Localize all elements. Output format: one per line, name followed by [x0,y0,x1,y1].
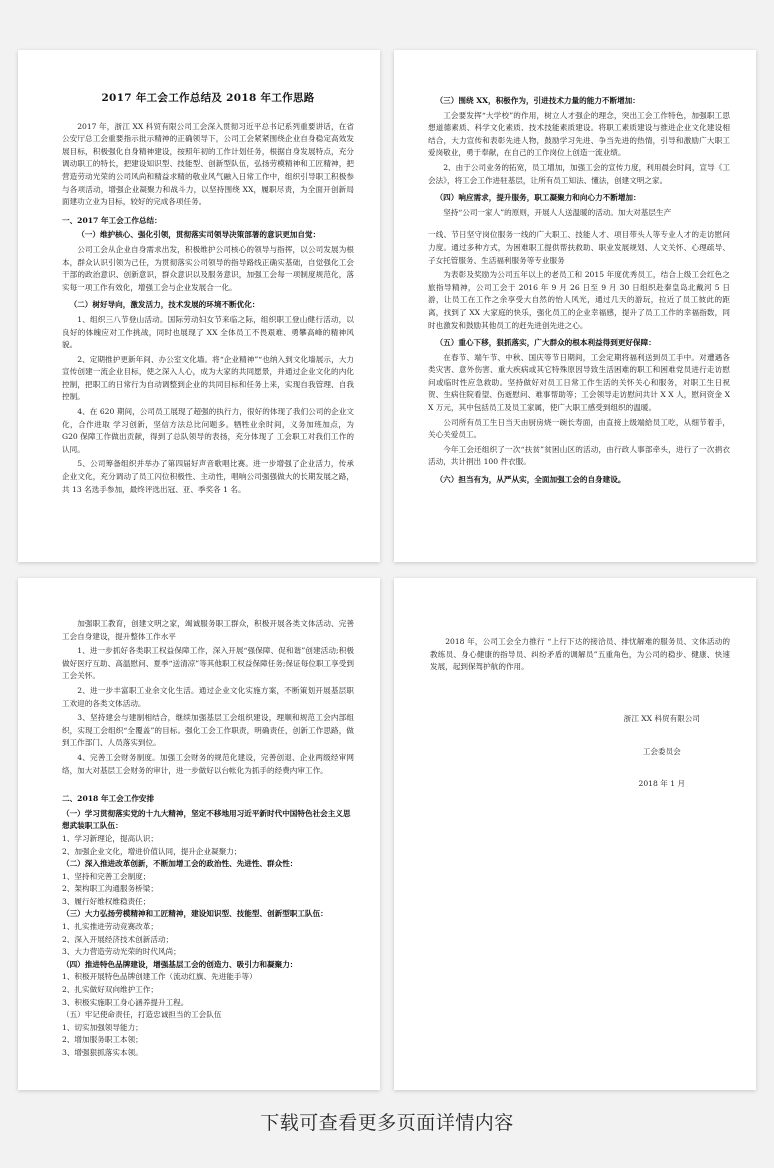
plan-list-item: 1、坚持和完善工会制度； [62,871,151,881]
paragraph: 在春节、端午节、中秋、国庆等节日期间，工会定期将福利送到员工手中。对遭遇各类灾害、意外伤害、重大疾病或其它特殊原因导致生活困难的职工和困难党员进行走访慰问或临时性应急救助。坚持做好对员工日常工作生活的关怀关心和服务，对职工生日祝贺、生病住院看望、伤逝慰问、难事帮助等；工会领导走访慰问共计 X X 人，慰问资金 X X 万元，其中包括员工及员工家属，使广大职工感受到组织的温暖。 [428,352,730,413]
plan-list-item: 1、积极开展特色品牌创建工作（流动红旗、先进能手等） [62,972,257,982]
paragraph: 一线、节日坚守岗位服务一线的广大职工、技能人才、项目带头人等专业人才的走访慰问力度。通过多种方式，为困难职工提供帮扶救助、职业发展规划、人文关怀、心理疏导、子女托管服务、生活福利服务等专业服务 [428,230,730,265]
paragraph: 2、进一步丰富职工业余文化生活。通过企业文化实施方案，不断策划开展基层职工欢迎的各类文体活动。 [62,685,354,708]
paragraph: 工会要发挥“大学校”的作用，树立人才强企的理念，突出工会工作特色，加强职工思想道德素质、科学文化素质、技术技能素质建设。将职工素质建设与推进企业文化建设相结合，大力宣传和表彰先进人物，鼓励学习先进、争当先进的热情，引导和激励广大职工爱岗敬业，勇于奉献，在自己的工作岗位上创造一流业绩。 [428,110,730,158]
paragraph: 公司所有员工生日当天由厨房烧一碗长寿面，由直接上级端給员工吃，从细节着手，关心关爱员工。 [428,417,730,440]
section-heading: 一、2017 年工会工作总结： [62,215,162,225]
plan-list-item: 2、加强企业文化，增进价值认同，提升企业凝聚力； [62,846,242,856]
subsection-heading: （四）响应需求，提升服务，职工凝聚力和向心力不断增加： [435,193,641,203]
plan-list-item: 1、切实加强领导能力； [62,1022,143,1032]
paragraph: 5、公司筹备组织并举办了第四届好声音歌唱比赛。进一步增强了企业活力，传承企业文化，充分调动了员工闪位积极性、主动性，唱响公司强强做大的长期发展之路，共 13 名选手参加，最终评选出冠、亚、季奖各 1 名。 [62,459,354,494]
plan-list-item: 2、增加服务职工本领； [62,1035,143,1045]
plan-list-item: （五）牢记使命责任，打造忠诚担当的工会队伍 [62,1010,222,1020]
paragraph: 为表彰及奖励为公司五年以上的老员工和 2015 年度优秀员工，结合上级工会红色之旅指导精神，公司工会于 2016 年 9 月 26 日至 9 月 30 日组织赴秦皇岛北戴河 5 日游，让员工在工作之余享受大自然的怡人风光，通过几天的游玩，拉近了员工彼此的距离，找到了 XX 大家庭的快乐，强化员工的企业幸福感，提升了员工工作的幸福指数，同时也激发和鼓励其他员工的赶先进创先进之心。 [428,270,730,330]
signature-block [624,713,700,811]
paragraph: 1、组织三八节登山活动。国际劳动妇女节来临之际，组织职工登山健行活动，以良好的体魄应对工作挑战，同时也展现了 XX 全体员工不畏艰难、勇攀高峰的精神风貌。 [62,314,354,350]
plan-list-item: 3、履行好维权维稳责任； [62,896,151,906]
plan-list-item: 2、架构职工沟通服务桥梁； [62,884,158,894]
document-page-1 [18,50,380,562]
signature-company: 浙江 XX 科贸有限公司 [623,714,700,723]
plan-list-item: 3、大力营造劳动光荣的时代风尚； [62,947,181,957]
paragraph: 加强职工教育，创建文明之家，竭诚服务职工群众，积极开展各类文体活动、完善工会自身建设，提升整体工作水平 [62,619,354,641]
paragraph: 4、在 620 期间，公司员工展现了超强的执行力，很好的体现了我们公司的企业文化，合作进取 学习创新，坚信方法总比问题多。牺牲业余时间，义务加班加点，为 G20 保障工作做出贡献，得到了总队领导的表扬，充分体现了 工会职工对我们工作的认同。 [62,407,354,454]
document-page-4 [394,578,756,1090]
intro-paragraph: 2017 年，浙江 XX 科贸有限公司工会深入贯彻习近平总书记系列重要讲话，在省公安厅总工会重要指示批示精神的正确领导下，公司工会紧紧围绕企业自身稳定高效发展目标，积极强化自身精神建设，按照年初的工作计划任务，根据自身发展特点，充分调动职工的特长，把建设知识型、技能型、创新型队伍，弘扬劳模精神和工匠精神，把营造劳动光荣的公司风尚和精益求精的敬业风气融入日常工作中，组织引导职工积极参与各项活动，增强企业凝聚力和战斗力，以坚持围绕 XX，履职尽责，为全面开创新局面建功立业为目标，较好的完成各项任务。 [62,121,354,207]
closing-paragraph: 2018 年，公司工会全力推行 “上行下达的接洽员、排忧解难的服务员、文体活动的教练员、身心健康的指导员、纠纷矛盾的调解员”五重角色，为公司的稳步、健康、快速发展，起到保驾护航的作用。 [430,637,730,672]
plan-list-item: 1、扎实推进劳动竞赛改革； [62,922,158,932]
plan-list-item: 2、扎实做好双向维护工作； [62,985,158,995]
paragraph: 坚持“公司一家人”的原则，开展人人送温暖的活动。加大对基层生产 [443,207,672,217]
paragraph: 公司工会从企业自身需求出发，积极维护公司核心的领导与指挥，以公司发展为根本，群众认识引领为己任，为贯彻落实公司领导的指导路线正确实基础，自觉强化工会干部的政治意识、创新意识，群众意识以及服务意识，加强工会每一项制度规范化，落实每一项工作有效化，增强工会与企业发展合一化。 [62,244,354,292]
page-gap [428,221,730,229]
section-gap [62,779,354,787]
paragraph: 1、进一步抓好各类职工权益保障工作，深入开展“强保障、促和谐”创建活动;积极做好医疗互助、高温慰问、夏季“送清凉”等其他职工权益保障任务;保证每位职工享受到工会关怀。 [62,646,354,681]
plan-list-item: （三）大力弘扬劳模精神和工匠精神，建设知识型、技能型、创新型职工队伍： [62,909,328,919]
subsection-heading: （六）担当有为，从严从实，全面加强工会的自身建设。 [435,475,626,485]
subsection-heading: （五）重心下移，狠抓落实，广大群众的根本利益得到更好保障： [435,338,656,348]
download-caption: 下载可查看更多页面详情内容 [260,1112,514,1134]
plan-list-item: （一）学习贯彻落实党的十九大精神，坚定不移地用习近平新时代中国特色社会主义思想武装职工队伍： [62,808,351,831]
subsection-heading: （二）树好导向，激发活力，技术发展的环境不断优化： [69,300,260,310]
document-page-2 [394,50,756,562]
plan-list [62,808,354,1060]
signature-date: 2018 年 1 月 [638,779,686,789]
subsection-heading: （一）维护核心、强化引领，贯彻落实司领导决策部署的意识更加自觉： [77,230,321,240]
plan-list-item: （二）深入推进改革创新，不断加增工会的政治性、先进性、群众性： [62,859,298,869]
plan-list-item: 1、学习新理论，提高认识； [62,833,158,843]
section-heading: 二、2018 年工会工作安排 [62,794,155,804]
paragraph: 3、坚持建会与建制相结合，继续加强基层工会组织建设，理顺和规范工会内部组织，实现工会组织“全覆盖”的目标。强化工会工作职责，明确责任，创新工作思路，做到工作部门、人员落实到位。 [62,713,354,748]
plan-list-item: （四）推进特色品牌建设，增强基层工会的创造力、吸引力和凝聚力： [62,959,298,969]
paragraph: 4、完善工会财务制度。加强工会财务的规范化建设，完善创退、企业两级经审网络，加大对基层工会财务的审计，进一步做好以台帐化为抓手的经费内审工作。 [62,752,354,775]
document-page-3 [18,578,380,1090]
plan-list-item: 3、增强狠抓落实本领。 [62,1048,143,1057]
signature-department: 工会委员会 [642,746,681,756]
plan-list-item: 2、深入开展经济技术创新活动； [62,934,174,944]
paragraph: 2、由于公司业务的拓宽，员工增加，加强工会的宣传力度，利用晨会时间，宣导《工会法》，将工会工作进驻基层，让所有员工知法、懂法，创建文明之家。 [428,162,730,185]
paragraph: 2、定期推护更新年间、办公室文化墙。将“企业精神”“也纳入到文化墙展示，大力宣传创建一流企业目标，使之深入人心，成为大家的共同愿景，并通过企业文化的内化控制，把职工的日常行为自动调整到企业的共同目标和任务上来，实现自我管理、自我控制。 [62,354,354,402]
paragraph: 今年工会还组织了一次“扶贫”贫困山区的活动，由行政人事部牵头，进行了一次捐衣活动，共计捐出 100 件衣服。 [428,444,730,467]
document-title: 2017 年工会工作总结及 2018 年工作思路 [101,92,315,104]
subsection-heading: （三）围绕 XX，积极作为，引进技术力量的能力不断增加： [435,96,640,105]
plan-list-item: 3、积极实施职工身心涵养提升工程。 [62,997,189,1007]
